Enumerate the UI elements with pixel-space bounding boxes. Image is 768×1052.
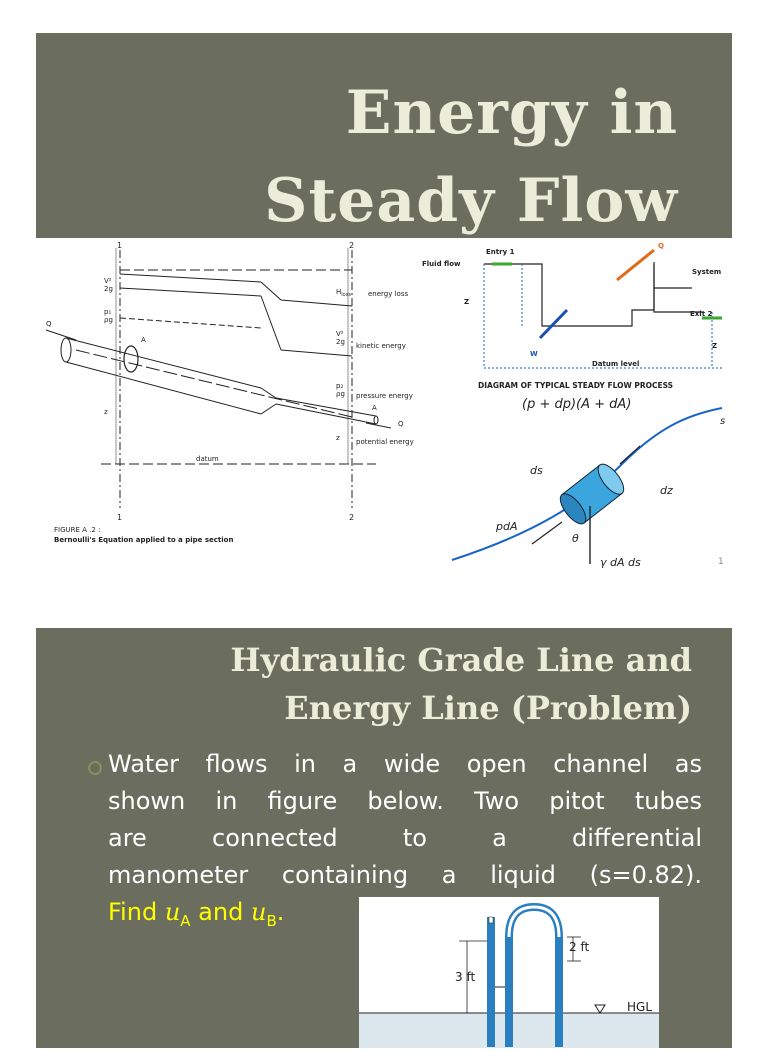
bernoulli-pipe-figure: [36, 238, 414, 582]
manometer-svg: [359, 897, 659, 1048]
slide-energy-in-steady-flow: [36, 33, 732, 582]
title-line-1: Hydraulic Grade Line and: [230, 641, 692, 679]
bullet-icon: [88, 761, 102, 775]
slide-title: [52, 636, 692, 732]
section-2-bottom-label: 2: [349, 513, 355, 522]
body-line-4: manometer containing a liquid (s=0.82).: [108, 861, 702, 889]
page-mark: 1: [718, 557, 724, 567]
section-2-top-label: 2: [349, 241, 355, 250]
work-w-label: W: [530, 350, 538, 358]
pressure-energy-label: pressure energy: [356, 392, 413, 400]
hgl-label: HGL: [627, 1000, 653, 1014]
theta-label: θ: [572, 532, 579, 545]
title-line-2: Steady Flow: [264, 166, 678, 236]
svg-text:ρg: ρg: [104, 316, 113, 324]
2ft-label: 2 ft: [569, 940, 590, 954]
body-line-1: Water flows in a wide open channel as: [108, 750, 702, 778]
z2-label: z: [336, 434, 340, 442]
z1-level-label: Z: [464, 298, 470, 306]
datum-level-label: Datum level: [592, 360, 640, 368]
body-line-3: are connected to a differential: [108, 824, 702, 852]
section-1-bottom-label: 1: [117, 513, 123, 522]
title-line-1: Energy in: [345, 78, 678, 148]
potential-energy-label: potential energy: [356, 438, 414, 446]
a1-label: A: [141, 336, 146, 344]
h-loss-label: $H_{loss}$: [336, 288, 351, 298]
svg-text:V²: V²: [104, 277, 112, 285]
slide-hydraulic-grade-line: [36, 628, 732, 1048]
steady-flow-caption: DIAGRAM OF TYPICAL STEADY FLOW PROCESS: [478, 381, 674, 390]
fluid-flow-label: Fluid flow: [422, 260, 461, 268]
heat-q-label: Q: [658, 242, 664, 250]
svg-text:p₂: p₂: [336, 382, 344, 390]
figure-caption-2: Bernoulli's Equation applied to a pipe section: [54, 536, 234, 544]
figure-panel: [36, 238, 732, 582]
z1-label: z: [104, 408, 108, 416]
weight-label: γ dA ds: [600, 556, 641, 569]
energy-loss-label: energy loss: [368, 290, 409, 298]
figure-caption-1: FIGURE A .2 :: [54, 526, 101, 534]
q-in-label: Q: [46, 320, 52, 328]
svg-text:ρg: ρg: [336, 390, 345, 398]
manometer-figure: [359, 897, 659, 1048]
a2-label: A: [372, 404, 377, 412]
pda-label: pdA: [496, 520, 518, 533]
datum-label: datum: [196, 455, 219, 463]
svg-text:p₁: p₁: [104, 308, 112, 316]
q-out-label: Q: [398, 420, 404, 428]
slide-title: [78, 69, 678, 245]
z2-level-label: Z: [712, 342, 718, 350]
svg-text:V²: V²: [336, 330, 344, 338]
pressure-force-label: (p + dp)(A + dA): [522, 397, 632, 412]
exit-label: Exit 2: [690, 310, 713, 318]
steady-flow-process-figure: [422, 238, 732, 398]
3ft-label: 3 ft: [455, 970, 476, 984]
entry-label: Entry 1: [486, 248, 515, 256]
fluid-element-figure: [422, 394, 732, 582]
s-axis-label: s: [720, 416, 726, 427]
system-label: System: [692, 268, 722, 276]
find-question: Find $u_A$ and $u_B$.: [108, 898, 285, 930]
title-line-2: Energy Line (Problem): [284, 689, 692, 727]
svg-text:2g: 2g: [104, 285, 113, 293]
body-line-2: shown in figure below. Two pitot tubes: [108, 787, 702, 815]
svg-text:2g: 2g: [336, 338, 345, 346]
ds-label: ds: [530, 464, 543, 477]
kinetic-energy-label: kinetic energy: [356, 342, 406, 350]
section-1-top-label: 1: [117, 241, 123, 250]
dz-label: dz: [660, 484, 673, 497]
